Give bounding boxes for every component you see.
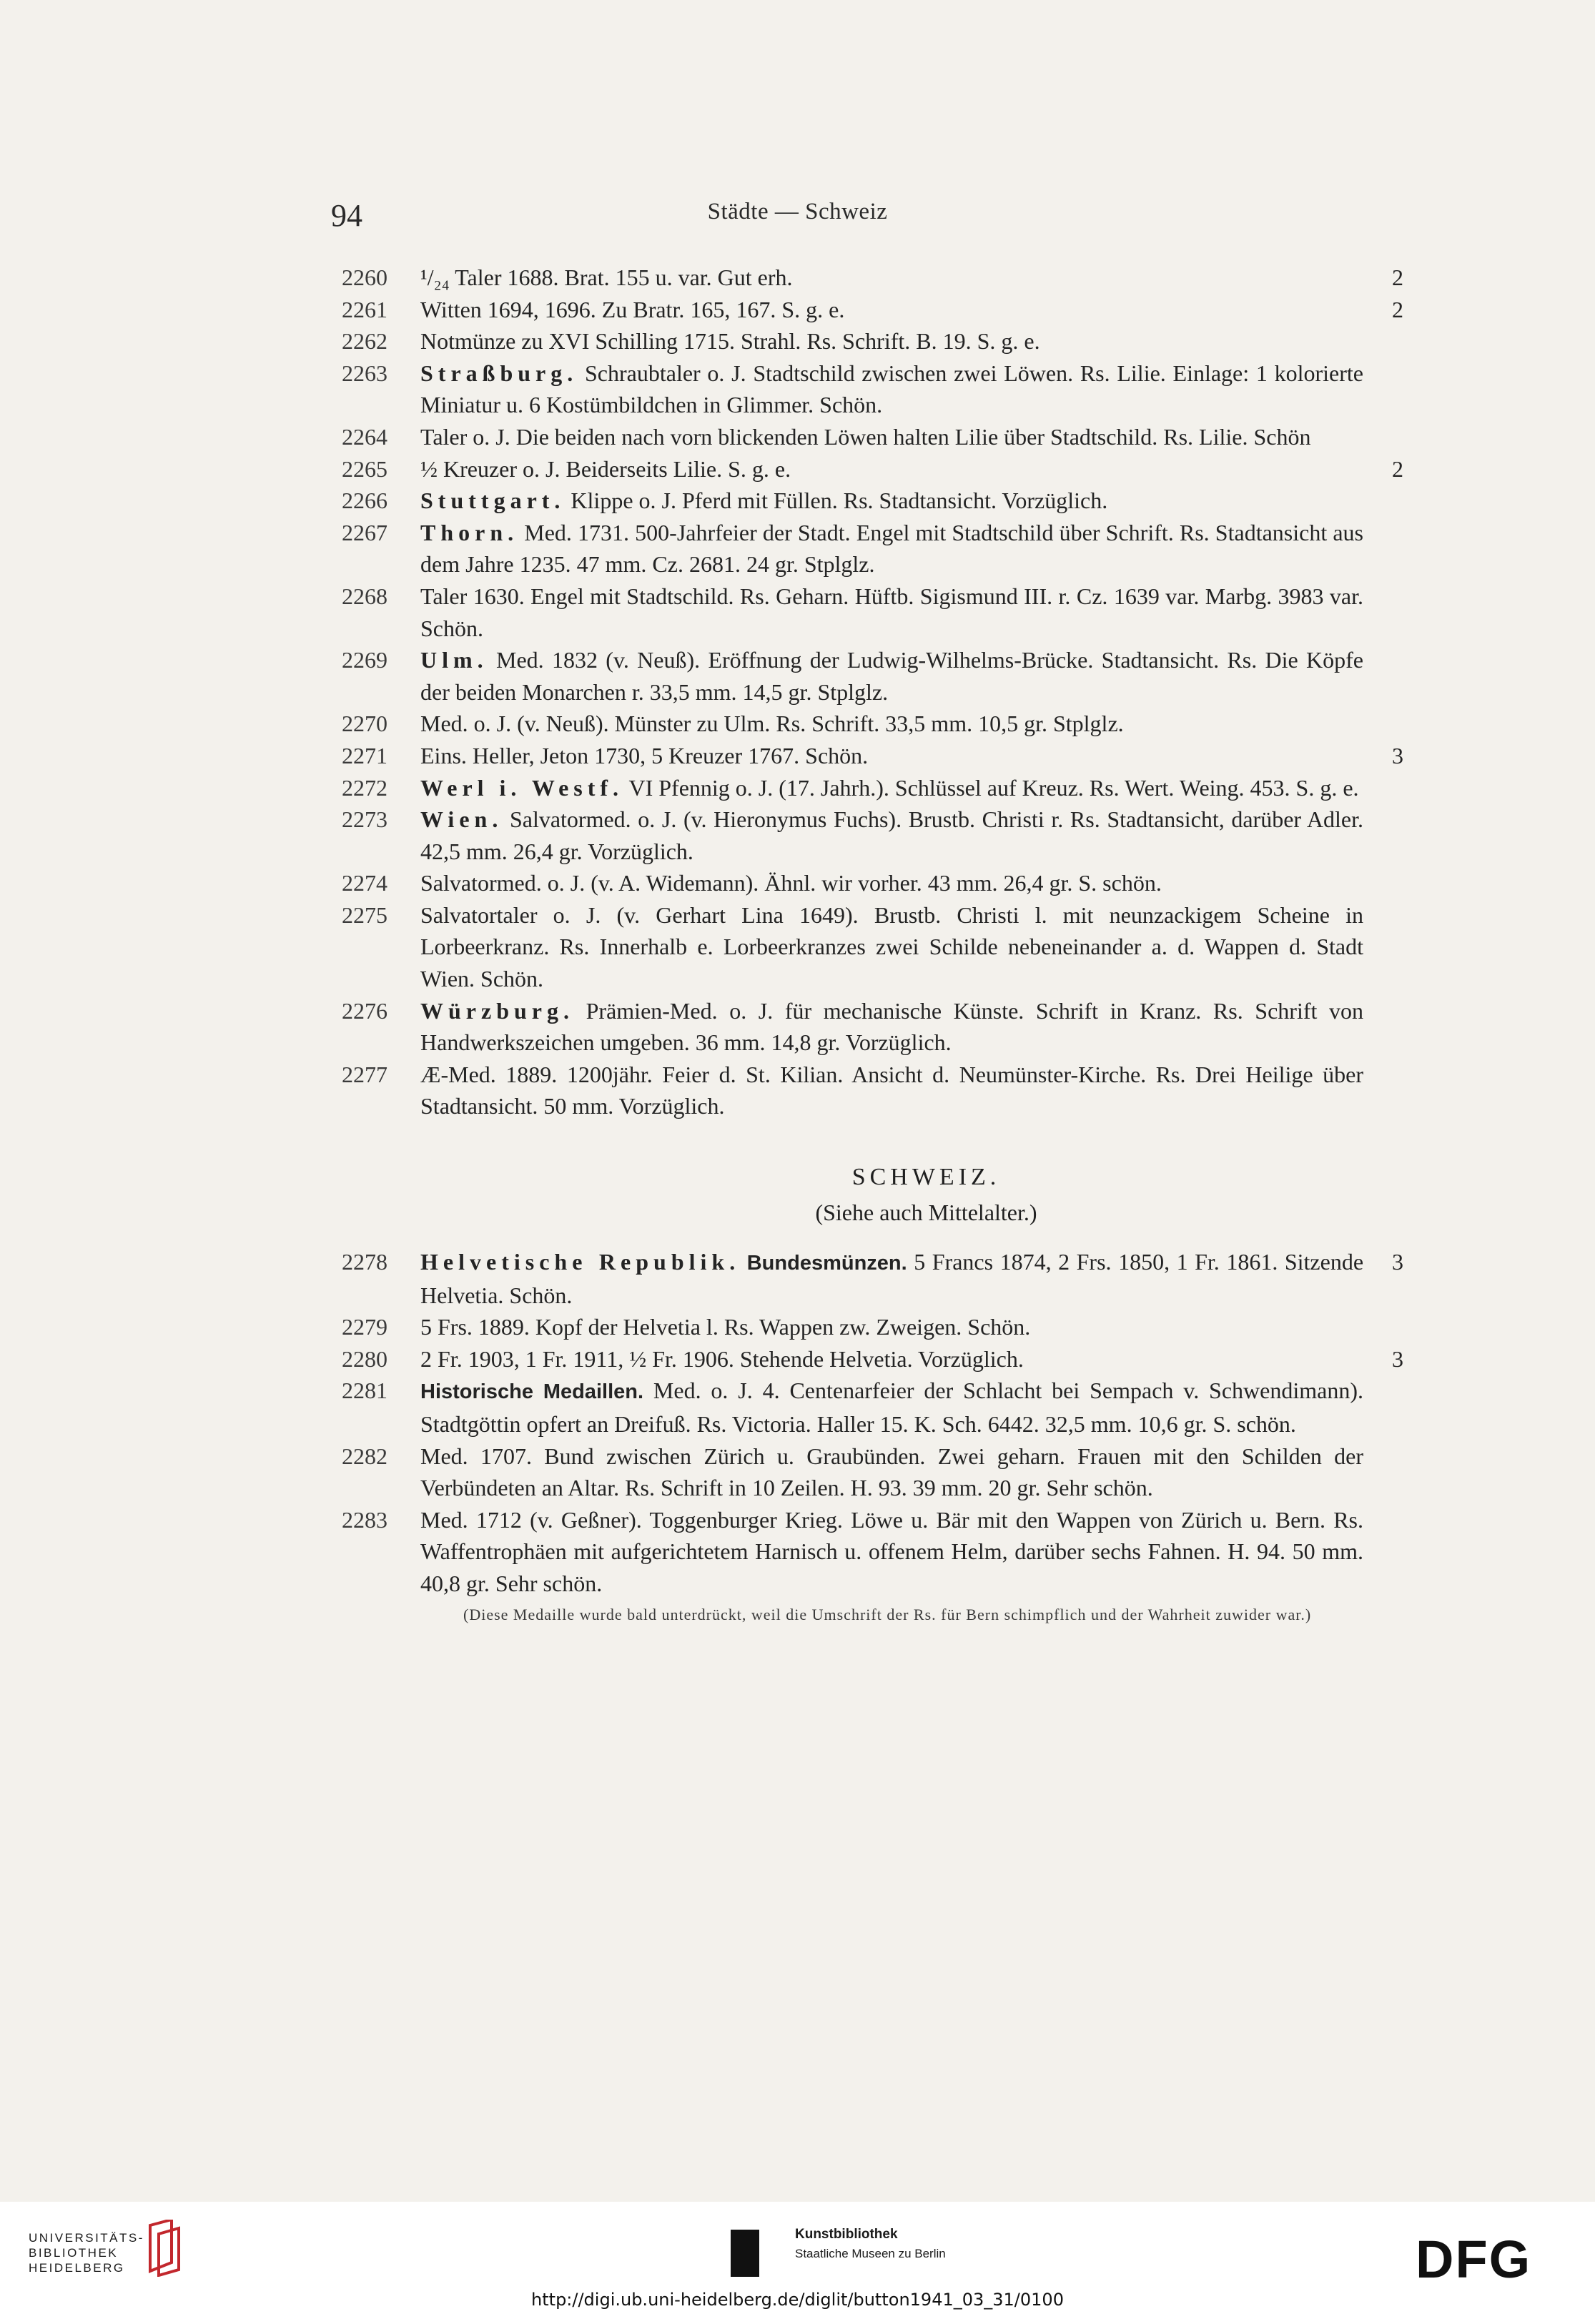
catalog-entry [342,772,1403,804]
entry-description: Salvatormed. o. J. (v. A. Widemann). Ähnl. wir vorher. 43 mm. 26,4 gr. S. schön. [420,870,1162,896]
catalog-entry [342,1059,1403,1122]
entry-description: Med. o. J. (v. Neuß). Münster zu Ulm. Rs. Schrift. 33,5 mm. 10,5 gr. Stplglz. [420,711,1124,737]
entry-place: Würzburg. [420,997,574,1024]
entry-description: ¹/₂₄ Taler 1688. Brat. 155 u. var. Gut erh. [420,264,793,290]
catalog-entry [342,294,1403,326]
kunstbibliothek-mark-icon [731,2230,759,2277]
entry-number: 2264 [342,423,387,450]
entry-text [420,1246,1403,1311]
catalog-entry [342,803,1403,867]
entry-description: Med. o. J. 4. Centenarfeier der Schlacht bei Sempach v. Schwendimann). Stadtgöttin opfert an Dreifuß. Rs. Victoria. Haller 15. K. Sch. 6442. 32,5 mm. 10,6 gr. S. schön. [420,1378,1364,1437]
entry-description: Eins. Heller, Jeton 1730, 5 Kreuzer 1767. Schön. [420,742,869,768]
entry-number: 2276 [342,997,387,1024]
catalog-entry [342,421,1403,453]
catalog-entry [342,1375,1403,1440]
entry-text [420,357,1403,421]
entry-quantity: 3 [1392,1345,1403,1372]
entry-description: Med. 1712 (v. Geßner). Toggenburger Krieg. Löwe u. Bär mit den Wappen von Zürich u. Bern. Rs. Waffentrophäen mit aufgerichtetem Harnisch u. offenem Helm, darüber sechs Fahnen. H. 94. 50 mm. 40,8 gr. Sehr schön. [420,1506,1363,1596]
entry-number: 2281 [342,1378,387,1404]
entry-text [420,803,1403,867]
entry-text [420,1343,1403,1375]
entry-description: Notmünze zu XVI Schilling 1715. Strahl. Rs. Schrift. B. 19. S. g. e. [420,328,1040,355]
entry-number: 2269 [342,647,387,673]
entry-place: Werl i. Westf. [420,774,624,801]
entry-number: 2261 [342,296,387,322]
entry-description: Med. 1707. Bund zwischen Zürich u. Graubünden. Zwei geharn. Frauen mit den Schilden der Verbündeten an Altar. Rs. Schrift in 10 Zeilen. H. 93. 39 mm. 20 gr. Sehr schön. [420,1443,1363,1501]
entry-place: Ulm. [420,647,488,673]
entry-description: Æ-Med. 1889. 1200jähr. Feier d. St. Kilian. Ansicht d. Neumünster-Kirche. Rs. Drei Heilige über Stadtansicht. 50 mm. Vorzüglich. [420,1061,1363,1119]
entry-text [420,708,1403,740]
entry-text [420,294,1403,326]
catalog-entry [342,1343,1403,1375]
entry-place: Stuttgart. [420,488,566,514]
entry-quantity: 3 [1392,742,1403,768]
entry-text [420,899,1403,995]
entry-description: Klippe o. J. Pferd mit Füllen. Rs. Stadtansicht. Vorzüglich. [571,488,1108,514]
entry-description: VI Pfennig o. J. (17. Jahrh.). Schlüssel auf Kreuz. Rs. Wert. Weing. 453. S. g. e. [628,774,1359,801]
entry-text [420,453,1403,485]
entry-number: 2265 [342,455,387,482]
catalog-entry [342,357,1403,421]
entry-place: Thorn. [420,519,519,545]
entry-text [420,325,1403,357]
entry-text [420,1059,1403,1122]
entry-number: 2271 [342,742,387,768]
catalog-entry [342,708,1403,740]
entry-place: Wien. [420,806,503,833]
entry-quantity: 2 [1392,455,1403,482]
entry-description: 2 Fr. 1903, 1 Fr. 1911, ½ Fr. 1906. Stehende Helvetia. Vorzüglich. [420,1345,1024,1372]
entry-number: 2283 [342,1506,387,1533]
catalog-entry [342,899,1403,995]
entry-quantity: 3 [1392,1249,1403,1275]
logo-line: UNIVERSITÄTS- [29,2231,144,2245]
entry-text [420,740,1403,772]
entry-description: Salvatortaler o. J. (v. Gerhart Lina 1649). Brustb. Christi l. mit neunzackigem Scheine in Lorbeerkranz. Rs. Innerhalb e. Lorbeerkranzes zwei Schilde nebeneinander a. d. Wappen d. Stadt Wien. Schön. [420,901,1363,992]
entry-text [420,867,1403,899]
catalog-entry [342,325,1403,357]
entry-text [420,485,1403,517]
catalog-entry [342,517,1403,580]
section-subtitle: (Siehe auch Mittelalter.) [815,1200,1037,1226]
entry-number: 2280 [342,1345,387,1372]
entry-description: ½ Kreuzer o. J. Beiderseits Lilie. S. g. e. [420,455,791,482]
catalog-entry [342,1440,1403,1504]
entry-text [420,421,1403,453]
entry-category: Historische Medaillen. [420,1380,644,1404]
entry-description: Schraubtaler o. J. Stadtschild zwischen zwei Löwen. Rs. Lilie. Einlage: 1 kolorierte Miniatur u. 6 Kostümbildchen in Glimmer. Schön. [420,360,1363,418]
entry-number: 2272 [342,774,387,801]
catalog-entry [342,644,1403,708]
entry-text [420,644,1403,708]
footnote: (Diese Medaille wurde bald unterdrückt, weil die Umschrift der Rs. für Bern schimpflich und der Wahrheit zuwider war.) [463,1605,1312,1623]
entry-number: 2278 [342,1249,387,1275]
entry-place: Straßburg. [420,360,578,386]
catalog-entry [342,1311,1403,1343]
catalog-entry [342,485,1403,517]
entry-text [420,580,1403,644]
entry-number: 2263 [342,360,387,386]
entry-text [420,1504,1403,1600]
catalog-entry [342,995,1403,1059]
entry-number: 2277 [342,1061,387,1087]
kunstbibliothek-subtitle: Staatliche Museen zu Berlin [795,2247,946,2260]
source-url-link[interactable]: http://digi.ub.uni-heidelberg.de/diglit/button1941_03_31/0100 [531,2290,1064,2310]
entry-number: 2273 [342,806,387,833]
entry-number: 2262 [342,328,387,355]
entry-description: 5 Frs. 1889. Kopf der Helvetia l. Rs. Wappen zw. Zweigen. Schön. [420,1314,1031,1340]
entry-list-schweiz [342,1246,1403,1600]
catalog-entry [342,580,1403,644]
catalog-entry [342,1246,1403,1311]
entry-quantity: 2 [1392,264,1403,290]
catalog-entry [342,262,1403,294]
catalog-entry [342,867,1403,899]
entry-list-staedte [342,262,1403,1122]
entry-description: Taler 1630. Engel mit Stadtschild. Rs. Geharn. Hüftb. Sigismund III. r. Cz. 1639 var. Marbg. 3983 var. Schön. [420,583,1363,641]
running-head: Städte — Schweiz [707,199,888,224]
catalog-entry [342,1504,1403,1600]
entry-description: Witten 1694, 1696. Zu Bratr. 165, 167. S. g. e. [420,296,845,322]
entry-description: Med. 1832 (v. Neuß). Eröffnung der Ludwig-Wilhelms-Brücke. Stadtansicht. Rs. Die Köpfe der beiden Monarchen r. 33,5 mm. 14,5 gr. Stplglz. [420,647,1364,705]
catalog-entry [342,740,1403,772]
entry-text [420,517,1403,580]
entry-number: 2279 [342,1314,387,1340]
entry-description: Taler o. J. Die beiden nach vorn blickenden Löwen halten Lilie über Stadtschild. Rs. Lilie. Schön [420,423,1311,450]
entry-category: Bundesmünzen. [746,1252,907,1275]
entry-text [420,1375,1403,1440]
entry-number: 2266 [342,488,387,514]
catalog-entry [342,453,1403,485]
section-title: SCHWEIZ. [851,1164,1001,1191]
logo-line: HEIDELBERG [29,2261,125,2275]
logo-line: BIBLIOTHEK [29,2246,119,2260]
entry-description: 5 Francs 1874, 2 Frs. 1850, 1 Fr. 1861. Sitzende Helvetia. Schön. [420,1249,1364,1308]
entry-number: 2282 [342,1443,387,1469]
entry-number: 2267 [342,519,387,545]
entry-description: Prämien-Med. o. J. für mechanische Künste. Schrift in Kranz. Rs. Schrift von Handwerkszeichen umgeben. 36 mm. 14,8 gr. Vorzüglich. [420,997,1364,1056]
entry-text [420,1440,1403,1504]
entry-number: 2270 [342,711,387,737]
entry-text [420,995,1403,1059]
entry-number: 2274 [342,870,387,896]
catalog-entries [342,262,1403,1626]
entry-text [420,262,1403,294]
entry-description: Salvatormed. o. J. (v. Hieronymus Fuchs). Brustb. Christi r. Rs. Stadtansicht, darüber Adler. 42,5 mm. 26,4 gr. Vorzüglich. [420,806,1364,864]
uni-logo-icon [143,2220,186,2277]
entry-description: Med. 1731. 500-Jahrfeier der Stadt. Engel mit Stadtschild über Schrift. Rs. Stadtansicht aus dem Jahre 1235. 47 mm. Cz. 2681. 24 gr. Stplglz. [420,519,1363,578]
entry-text [420,772,1403,804]
entry-number: 2268 [342,583,387,609]
entry-text [420,1311,1403,1343]
kunstbibliothek-title: Kunstbibliothek [795,2227,898,2242]
page-number: 94 [331,198,362,233]
dfg-logo[interactable]: DFG [1416,2230,1532,2289]
entry-number: 2260 [342,264,387,290]
entry-place: Helvetische Republik. [420,1249,741,1275]
entry-number: 2275 [342,901,387,928]
entry-quantity: 2 [1392,296,1403,322]
